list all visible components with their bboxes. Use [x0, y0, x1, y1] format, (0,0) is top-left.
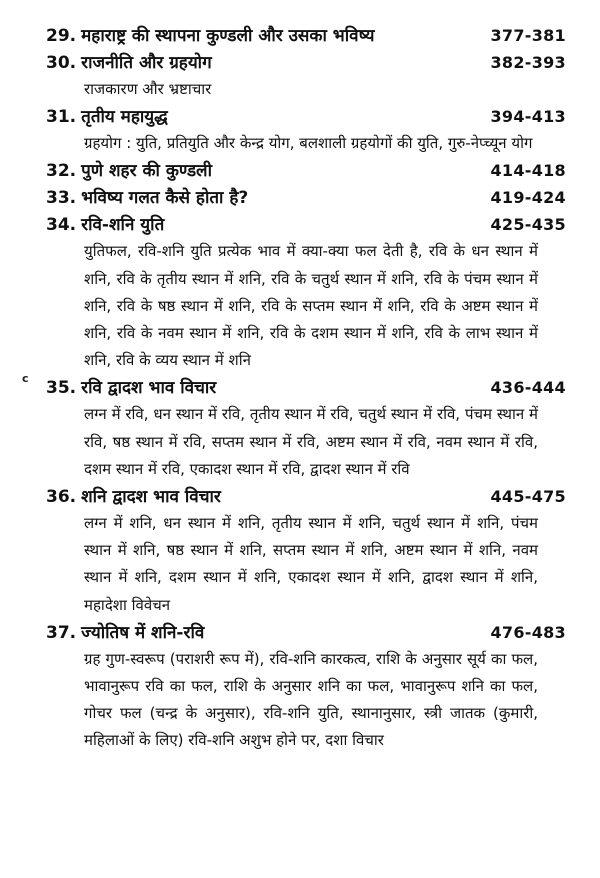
entry-page-range: 377-381	[490, 26, 566, 45]
entry-title-wrap	[46, 50, 212, 77]
entry-title-wrap	[46, 620, 204, 647]
entry-description: युतिफल, रवि-शनि युति प्रत्येक भाव में क्या-क्या फल देती है, रवि के धन स्थान में शनि, रवि के तृतीय स्थान में शनि, रवि के चतुर्थ स्थान में शनि, रवि के पंचम स्थान में शनि, रवि के षष्ठ स्थान में शनि, रवि के सप्तम स्थान में शनि, रवि के अष्टम स्थान में शनि, रवि के नवम स्थान में शनि, रवि के दशम स्थान में शनि, रवि के लाभ स्थान में शनि, रवि के व्यय स्थान में शनि	[84, 242, 538, 370]
entry-title: तृतीय महायुद्ध	[81, 107, 168, 128]
entry-page-range: 419-424	[490, 188, 566, 208]
entry-heading	[46, 184, 566, 211]
entry-number: 31.	[46, 107, 77, 128]
entry-page-range: 382-393	[490, 53, 566, 72]
entry-heading	[46, 157, 566, 184]
entry-title-wrap	[46, 212, 164, 239]
entry-title: ज्योतिष में शनि-रवि	[81, 622, 205, 643]
entry-page-range: 425-435	[490, 215, 566, 235]
entry-heading	[46, 483, 566, 510]
entry-title-wrap	[46, 104, 168, 131]
entry-title: महाराष्ट्र की स्थापना कुण्डली और उसका भविष्य	[81, 26, 375, 46]
entry-title-wrap	[46, 375, 216, 402]
entry-page-range: 414-418	[490, 161, 566, 181]
entry-number: 33.	[46, 188, 77, 209]
entry-number: 36.	[46, 487, 77, 508]
table-of-contents	[46, 22, 566, 755]
entry-title: शनि द्वादश भाव विचार	[81, 487, 221, 508]
entry-heading	[46, 49, 566, 76]
entry-page-range: 436-444	[490, 378, 566, 398]
toc-entry-29	[46, 22, 566, 49]
entry-description: ग्रहयोग : युति, प्रतियुति और केन्द्र योग, बलशाली ग्रहयोगों की युति, गुरु-नेप्च्यून योग	[84, 134, 533, 153]
toc-entry-34	[46, 211, 566, 374]
entry-description: राजकारण और भ्रष्टाचार	[84, 80, 212, 98]
entry-heading	[46, 619, 566, 646]
toc-entry-31	[46, 103, 566, 157]
entry-heading	[46, 103, 566, 130]
entry-page-range: 476-483	[490, 622, 566, 642]
entry-heading	[46, 374, 566, 401]
entry-title-wrap	[46, 23, 374, 50]
entry-number: 37.	[46, 622, 77, 643]
entry-title-wrap	[46, 484, 221, 511]
entry-page-range: 394-413	[490, 107, 566, 127]
entry-title: रवि-शनि युति	[81, 215, 165, 236]
entry-number: 30.	[46, 53, 77, 73]
entry-number: 32.	[46, 161, 77, 182]
entry-number: 35.	[46, 378, 77, 399]
toc-entry-30	[46, 49, 566, 103]
entry-title: पुणे शहर की कुण्डली	[81, 161, 212, 182]
entry-title-wrap	[46, 185, 248, 212]
entry-description: ग्रह गुण-स्वरूप (पराशरी रूप में), रवि-शनि कारकत्व, राशि के अनुसार सूर्य का फल, भावानुरूप रवि का फल, राशि के अनुसार शनि का फल, भावानुरूप शनि का फल, गोचर फल (चन्द्र के अनुसार), रवि-शनि युति, स्थानानुसार, स्त्री जातक (कुमारी, महिलाओं के लिए) रवि-शनि अशुभ होने पर, दशा विचार	[84, 649, 538, 750]
entry-title: भविष्य गलत कैसे होता है?	[81, 188, 249, 209]
entry-title: राजनीति और ग्रहयोग	[81, 53, 212, 73]
toc-entry-33	[46, 184, 566, 211]
margin-mark: c	[22, 372, 29, 385]
toc-entry-35	[46, 374, 566, 483]
entry-description: लग्न में शनि, धन स्थान में शनि, तृतीय स्थान में शनि, चतुर्थ स्थान में शनि, पंचम स्थान में शनि, षष्ठ स्थान में शनि, सप्तम स्थान में शनि, अष्टम स्थान में शनि, नवम स्थान में शनि, दशम स्थान में शनि, एकादश स्थान में शनि, द्वादश स्थान में शनि, महादेशा विवेचन	[84, 514, 538, 614]
entry-number: 34.	[46, 215, 77, 236]
entry-title-wrap	[46, 158, 212, 185]
entry-number: 29.	[46, 26, 77, 46]
entry-description: लग्न में रवि, धन स्थान में रवि, तृतीय स्थान में रवि, चतुर्थ स्थान में रवि, पंचम स्थान में रवि, षष्ठ स्थान में रवि, सप्तम स्थान में रवि, अष्टम स्थान में रवि, नवम स्थान में रवि, दशम स्थान में रवि, एकादश स्थान में रवि, द्वादश स्थान में रवि	[84, 405, 538, 478]
toc-entry-37	[46, 619, 566, 755]
entry-title: रवि द्वादश भाव विचार	[81, 378, 217, 399]
entry-heading	[46, 22, 566, 49]
entry-heading	[46, 211, 566, 238]
toc-entry-32	[46, 157, 566, 184]
toc-entry-36	[46, 483, 566, 619]
entry-page-range: 445-475	[490, 487, 566, 507]
